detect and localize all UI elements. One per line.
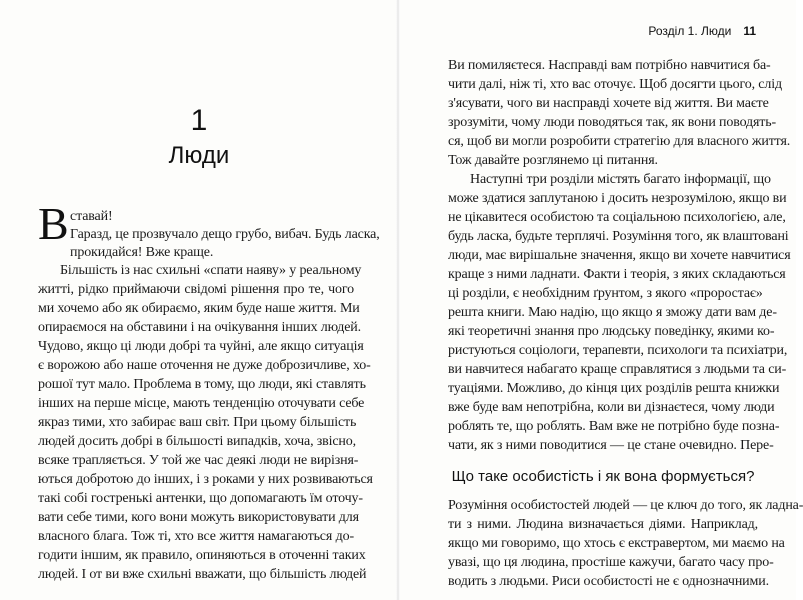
body-text-line: Тож давайте розглянемо ці питання. bbox=[448, 153, 658, 168]
body-text-line: всяке трапляється. У той же час деякі люди не вирізня- bbox=[38, 453, 359, 468]
body-text-line: опираємося на обставини і на очікування інших людей. bbox=[38, 320, 361, 335]
body-text-line: ються добротою до інших, і з роками у них розвиваються bbox=[38, 472, 373, 487]
body-text-line: Розуміння особистостей людей — це ключ до того, як ладна- bbox=[448, 498, 803, 513]
body-text-line: не цікавитеся особистою та соціальною психологією, але, bbox=[448, 210, 786, 225]
chapter-number: 1 bbox=[190, 104, 208, 137]
body-text-line: чити далі, ніж ті, хто вас оточує. Щоб досягти цього, слід bbox=[448, 77, 782, 92]
running-header-chapter: Розділ 1. Люди bbox=[648, 24, 732, 38]
body-text-line: інших на перше місце, мають тенденцію оточувати себе bbox=[38, 396, 365, 411]
body-text-line: роблять те, що роблять. Вам вже не потрібно буде позна- bbox=[448, 419, 780, 434]
body-text-line: ці розділи, є необхідним ґрунтом, з якого «проростає» bbox=[448, 286, 763, 301]
book-gutter bbox=[396, 0, 400, 600]
body-text-line: Чудово, якщо ці люди добрі та чуйні, але якщо ситуація bbox=[38, 339, 364, 354]
body-text-line: решта книги. Маю надію, що якщо я зможу дати вам де- bbox=[448, 305, 777, 320]
body-text-line: будь ласка, будьте терплячі. Розуміння того, як влаштовані bbox=[448, 229, 789, 244]
body-text-line: увазі, що ця людина, простіше кажучи, багато часу про- bbox=[448, 555, 774, 570]
body-text-line: ся, щоб ви могли розробити стратегію для власного життя. bbox=[448, 134, 791, 149]
body-text-line: рошої тут мало. Проблема в тому, що люди, які ставлять bbox=[38, 377, 366, 392]
body-text-line: вати себе тими, кого вони можуть використовувати для bbox=[38, 510, 359, 525]
body-text-line: які теоретичні знання про людську поведінку, якими ко- bbox=[448, 324, 775, 339]
body-text-line: краще з ними ладнати. Факти і теорія, з яких складаються bbox=[448, 267, 786, 282]
page-number: 11 bbox=[743, 24, 756, 38]
body-text-line: прокидайся! Вже краще. bbox=[70, 245, 214, 260]
body-text-line: якщо ми говоримо, що хтось є екстравертом, ми маємо на bbox=[448, 536, 785, 551]
body-text-line: є ворожою або наше оточення не дуже доброзичливе, хо- bbox=[38, 358, 371, 373]
body-text-line: житті, рідко приймаючи свідомі рішення про те, чого bbox=[38, 282, 354, 297]
body-text-line: може здатися заплутаною і досить незрозумілою, якщо ви bbox=[448, 191, 787, 206]
body-text-line: ставай! bbox=[70, 209, 113, 224]
drop-cap: В bbox=[38, 198, 69, 249]
body-text-line: ти з ними. Людина визначається діями. Наприклад, bbox=[448, 517, 758, 532]
body-text-line: Гаразд, це прозвучало дещо грубо, вибач. Будь ласка, bbox=[70, 227, 380, 242]
body-text-line: ми хочемо або як обираємо, яким буде наше життя. Ми bbox=[38, 301, 360, 316]
body-text-line: власного блага. Тож ті, хто все життя намагаються до- bbox=[38, 529, 354, 544]
body-text-line: ви навчитеся набагато краще справлятися з людьми та си- bbox=[448, 362, 787, 377]
body-text-line: чати, як з ними поводитися — це стане очевидно. Пере- bbox=[448, 438, 774, 453]
body-text-line: зрозуміти, чому люди поводяться так, як вони поводять- bbox=[448, 115, 777, 130]
body-text-line: туаціями. Можливо, до кінця цих розділів решта книжки bbox=[448, 381, 780, 396]
body-text-line: Наступні три розділи містять багато інформації, що bbox=[470, 172, 771, 187]
running-header bbox=[648, 24, 756, 38]
body-text-line: водить з людьми. Риси особистості не є однозначними. bbox=[448, 574, 769, 589]
body-text-line: люди, має вирішальне значення, якщо ви хочете навчитися bbox=[448, 248, 791, 263]
body-text-line: Ви помиляєтеся. Насправді вам потрібно навчитися ба- bbox=[448, 58, 771, 73]
chapter-title: Люди bbox=[168, 142, 230, 169]
body-text-line: з'ясувати, чого ви насправді хочете від життя. Ви маєте bbox=[448, 96, 769, 111]
body-text-line: вже буде вам непотрібна, коли ви дізнаєтеся, чому люди bbox=[448, 400, 775, 415]
section-heading: Що таке особистість і як вона формується? bbox=[451, 468, 755, 485]
body-text-line: якраз тими, хто забирає ваш світ. При цьому більшість bbox=[38, 415, 357, 430]
body-text-line: ристуються соціологи, терапевти, психологи та психіатри, bbox=[448, 343, 788, 358]
body-text-line: годити іншим, як правило, опиняються в оточенні таких bbox=[38, 548, 366, 563]
body-text-line: Більшість із нас схильні «спати наяву» у реальному bbox=[60, 263, 362, 278]
body-text-line: людей досить добрі в більшості випадків, хоча, звісно, bbox=[38, 434, 356, 449]
body-text-line: такі собі гостренькі антенки, що допомагають їм оточу- bbox=[38, 491, 363, 506]
body-text-line: людей. І от ви вже схильні вважати, що більшість людей bbox=[38, 567, 367, 582]
